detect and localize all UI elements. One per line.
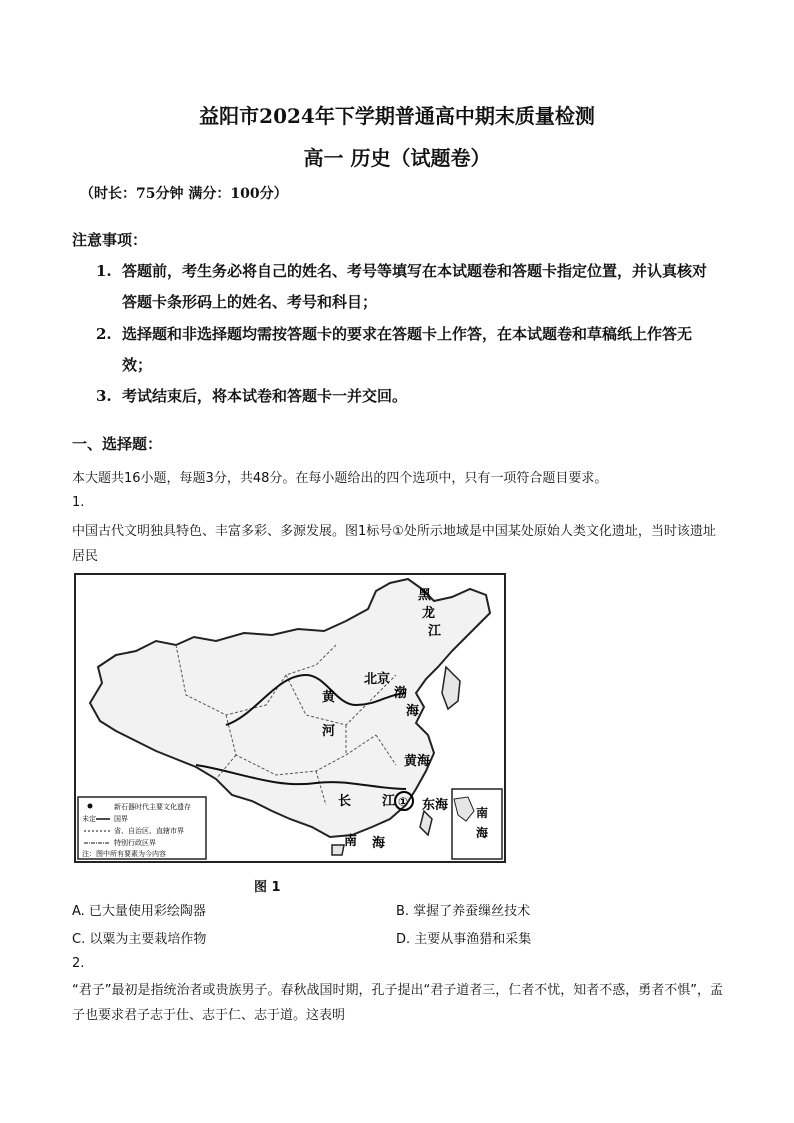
note-item bbox=[96, 381, 721, 412]
figure-caption: 图 1 bbox=[254, 880, 281, 895]
map-label-huanghai: 黄海 bbox=[404, 754, 431, 769]
map-label-nanhai: 海 bbox=[372, 836, 386, 851]
exam-title: 益阳市2024年下学期普通高中期末质量检测 bbox=[199, 104, 595, 128]
hainan-island bbox=[332, 845, 344, 855]
notes-heading: 注意事项： bbox=[72, 231, 148, 249]
map-label-beijing: 北京 bbox=[364, 672, 391, 687]
map-label-changjiang: 江 bbox=[382, 794, 396, 809]
note-item bbox=[96, 319, 721, 381]
map-label-site-marker: ① bbox=[398, 795, 409, 809]
note-text: 答题前，考生务必将自己的姓名、考号等填写在本试题卷和答题卡指定位置，并认真核对答题卡条形码上的姓名、考号和科目； bbox=[122, 262, 708, 311]
map-label-huanghe: 河 bbox=[322, 724, 336, 739]
exam-subtitle: 高一 历史（试题卷） bbox=[303, 146, 491, 170]
china-map-figure bbox=[74, 573, 506, 863]
note-number: 2. bbox=[96, 325, 112, 343]
map-label-heilong: 江 bbox=[428, 624, 442, 639]
map-label-bohai: 海 bbox=[406, 704, 420, 719]
map-label-nanhai: 南 bbox=[344, 834, 358, 849]
question-stem: 中国古代文明独具特色、丰富多彩、多源发展。图1标号①处所示地域是中国某处原始人类文化遗址，当时该遗址居民 bbox=[72, 524, 716, 564]
inset-label: 南 bbox=[476, 806, 489, 820]
option-b: B. 掌握了养蚕缫丝技术 bbox=[396, 904, 531, 919]
map-label-donghai: 东海 bbox=[422, 798, 449, 813]
note-text: 考试结束后，将本试卷和答题卡一并交回。 bbox=[122, 387, 408, 405]
option-a: A. 已大量使用彩绘陶器 bbox=[72, 904, 206, 919]
map-drawing bbox=[76, 575, 504, 861]
legend-item: 新石器时代主要文化遗存 bbox=[114, 803, 191, 811]
section-intro: 本大题共16小题，每题3分，共48分。在每小题给出的四个选项中，只有一项符合题目要求。 bbox=[72, 471, 608, 486]
exam-duration: （时长：75分钟 满分：100分） bbox=[80, 186, 288, 202]
legend-note: 注：图中所有要素为今内容 bbox=[82, 850, 166, 858]
question-number: 1. bbox=[72, 495, 85, 510]
legend-site-symbol bbox=[88, 804, 93, 809]
legend-item: 国界 bbox=[114, 815, 128, 823]
question-stem: “君子”最初是指统治者或贵族男子。春秋战国时期，孔子提出“君子道者三，仁者不忧，知者不惑，勇者不惧”，孟子也要求君子志于仕、志于仁、志于道。这表明 bbox=[72, 983, 723, 1023]
legend-side-label: 未定 bbox=[82, 815, 96, 823]
option-d: D. 主要从事渔猎和采集 bbox=[396, 932, 532, 947]
section-heading: 一、选择题： bbox=[72, 435, 163, 453]
map-label-heilong: 黑 bbox=[418, 588, 432, 603]
taiwan-island bbox=[420, 811, 432, 835]
note-item bbox=[96, 256, 721, 318]
map-label-huanghe: 黄 bbox=[322, 690, 336, 705]
question-number: 2. bbox=[72, 956, 85, 971]
note-text: 选择题和非选择题均需按答题卡的要求在答题卡上作答，在本试题卷和草稿纸上作答无效； bbox=[122, 325, 693, 374]
inset-label: 海 bbox=[476, 826, 489, 840]
legend-item: 特别行政区界 bbox=[114, 839, 156, 847]
korea-peninsula bbox=[442, 667, 460, 709]
map-label-heilong: 龙 bbox=[422, 606, 436, 621]
note-number: 1. bbox=[96, 262, 112, 280]
map-label-bohai: 渤 bbox=[394, 686, 408, 701]
option-c: C. 以粟为主要栽培作物 bbox=[72, 932, 207, 947]
note-number: 3. bbox=[96, 387, 112, 405]
legend-item: 省、自治区、直辖市界 bbox=[114, 827, 184, 835]
map-label-changjiang: 长 bbox=[338, 794, 352, 809]
